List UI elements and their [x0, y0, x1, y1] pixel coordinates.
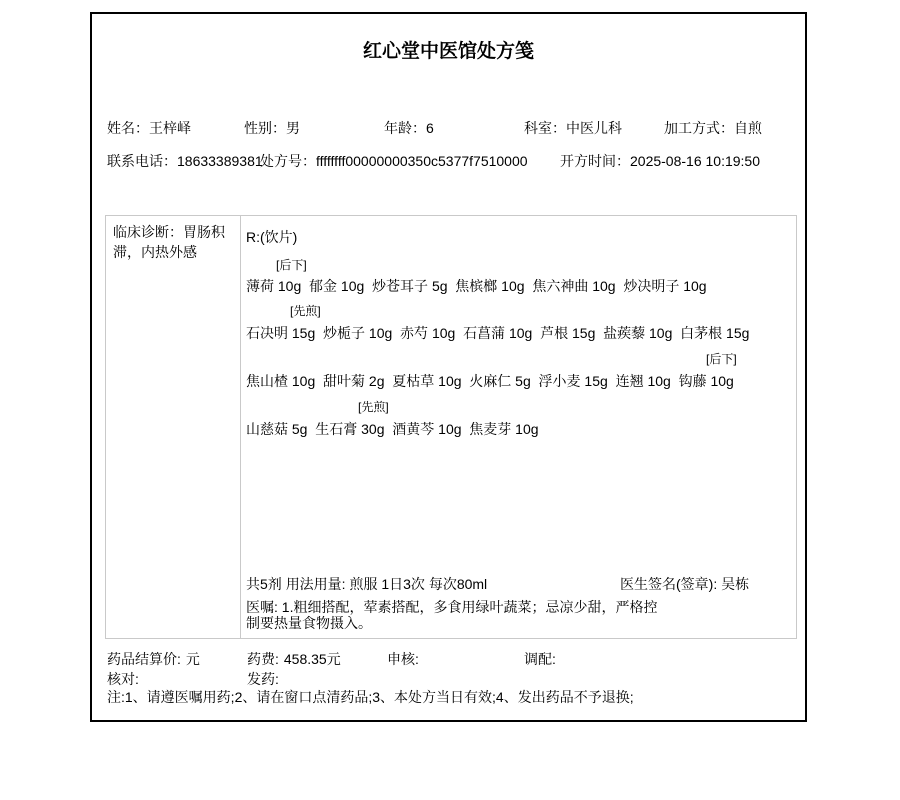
field-phone	[107, 153, 263, 170]
rx-number-value: ffffffff00000000350c5377f7510000	[316, 153, 528, 169]
settlement-fee-value: 458.35元	[283, 651, 341, 667]
doctor-signature	[620, 576, 749, 593]
footnote: 注:1、请遵医嘱用药;2、请在窗口点清药品;3、本处方当日有效;4、发出药品不予退换;	[107, 689, 634, 705]
phone-value: 18633389381	[177, 153, 263, 169]
dose-count: 共5剂	[246, 576, 282, 592]
department-value: 中医儿科	[566, 120, 622, 136]
gender-value: 男	[286, 120, 300, 136]
medicine-line-3: 焦山楂 10g 甜叶菊 2g 夏枯草 10g 火麻仁 5g 浮小麦 15g 连翘 10g 钩藤 10g	[246, 373, 734, 389]
settlement-audit-label: 申核:	[387, 651, 419, 667]
field-age	[384, 120, 434, 137]
issue-time-label: 开方时间：	[560, 153, 630, 169]
field-processing	[664, 120, 762, 137]
field-department	[524, 120, 622, 137]
diagnosis-cell	[106, 216, 241, 638]
usage-label: 用法用量:	[285, 576, 346, 592]
medicine-line-2: 石决明 15g 炒栀子 10g 赤芍 10g 石菖蒲 10g 芦根 15g 盐蒺藜 10g 白茅根 15g	[246, 325, 750, 341]
processing-value: 自煎	[734, 120, 762, 136]
gender-label: 性别：	[244, 120, 286, 136]
settlement-check-label: 核对:	[107, 671, 139, 687]
diagnosis-text: 胃肠积滞，内热外感	[113, 224, 225, 260]
settlement-price-label: 药品结算价:	[107, 651, 181, 667]
name-label: 姓名：	[107, 120, 149, 136]
settlement-audit	[387, 651, 424, 668]
usage-summary	[246, 576, 487, 593]
medical-advice: 医嘱: 1.粗细搭配，荤素搭配，多食用绿叶蔬菜；忌凉少甜，严格控制要热量食物摄入。	[246, 599, 658, 631]
decoction-tag-xianjian-1: [先煎]	[290, 304, 321, 318]
decoction-tag-xianjian-2: [先煎]	[358, 400, 389, 414]
decoction-tag-houxia-1: [后下]	[276, 258, 307, 272]
settlement-fee	[247, 651, 341, 668]
prescription-body-box	[105, 215, 797, 639]
name-value: 王梓峄	[149, 120, 191, 136]
decoction-tag-houxia-2: [后下]	[706, 352, 737, 366]
settlement-check	[107, 671, 144, 688]
settlement-fee-label: 药费:	[247, 651, 279, 667]
issue-time-value: 2025-08-16 10:19:50	[630, 153, 760, 169]
rx-number-label: 处方号：	[260, 153, 316, 169]
phone-label: 联系电话：	[107, 153, 177, 169]
field-rx-number	[260, 153, 528, 170]
page-title: 红心堂中医馆处方笺	[362, 41, 534, 62]
prescription-sheet	[90, 12, 807, 722]
medicine-line-1: 薄荷 10g 郁金 10g 炒苍耳子 5g 焦槟榔 10g 焦六神曲 10g 炒决明子 10g	[246, 278, 707, 294]
settlement-dispense	[247, 671, 284, 688]
doctor-signature-label: 医生签名(签章):	[620, 576, 718, 592]
department-label: 科室：	[524, 120, 566, 136]
rx-header: R:(饮片)	[246, 229, 298, 245]
settlement-dispense-label: 发药:	[247, 671, 279, 687]
settlement-prepare-label: 调配:	[524, 651, 556, 667]
age-label: 年龄：	[384, 120, 426, 136]
field-issue-time	[560, 153, 760, 170]
medicine-line-4: 山慈菇 5g 生石膏 30g 酒黄芩 10g 焦麦芽 10g	[246, 421, 539, 437]
diagnosis-label: 临床诊断：	[113, 224, 183, 240]
settlement-price-value: 元	[185, 651, 200, 667]
processing-label: 加工方式：	[664, 120, 734, 136]
settlement-price	[107, 651, 200, 668]
field-name	[107, 120, 191, 137]
settlement-prepare	[524, 651, 561, 668]
field-gender	[244, 120, 300, 137]
doctor-signature-value: 吴栋	[721, 576, 750, 592]
usage-value: 煎服 1日3次 每次80ml	[349, 576, 488, 592]
age-value: 6	[426, 120, 434, 136]
